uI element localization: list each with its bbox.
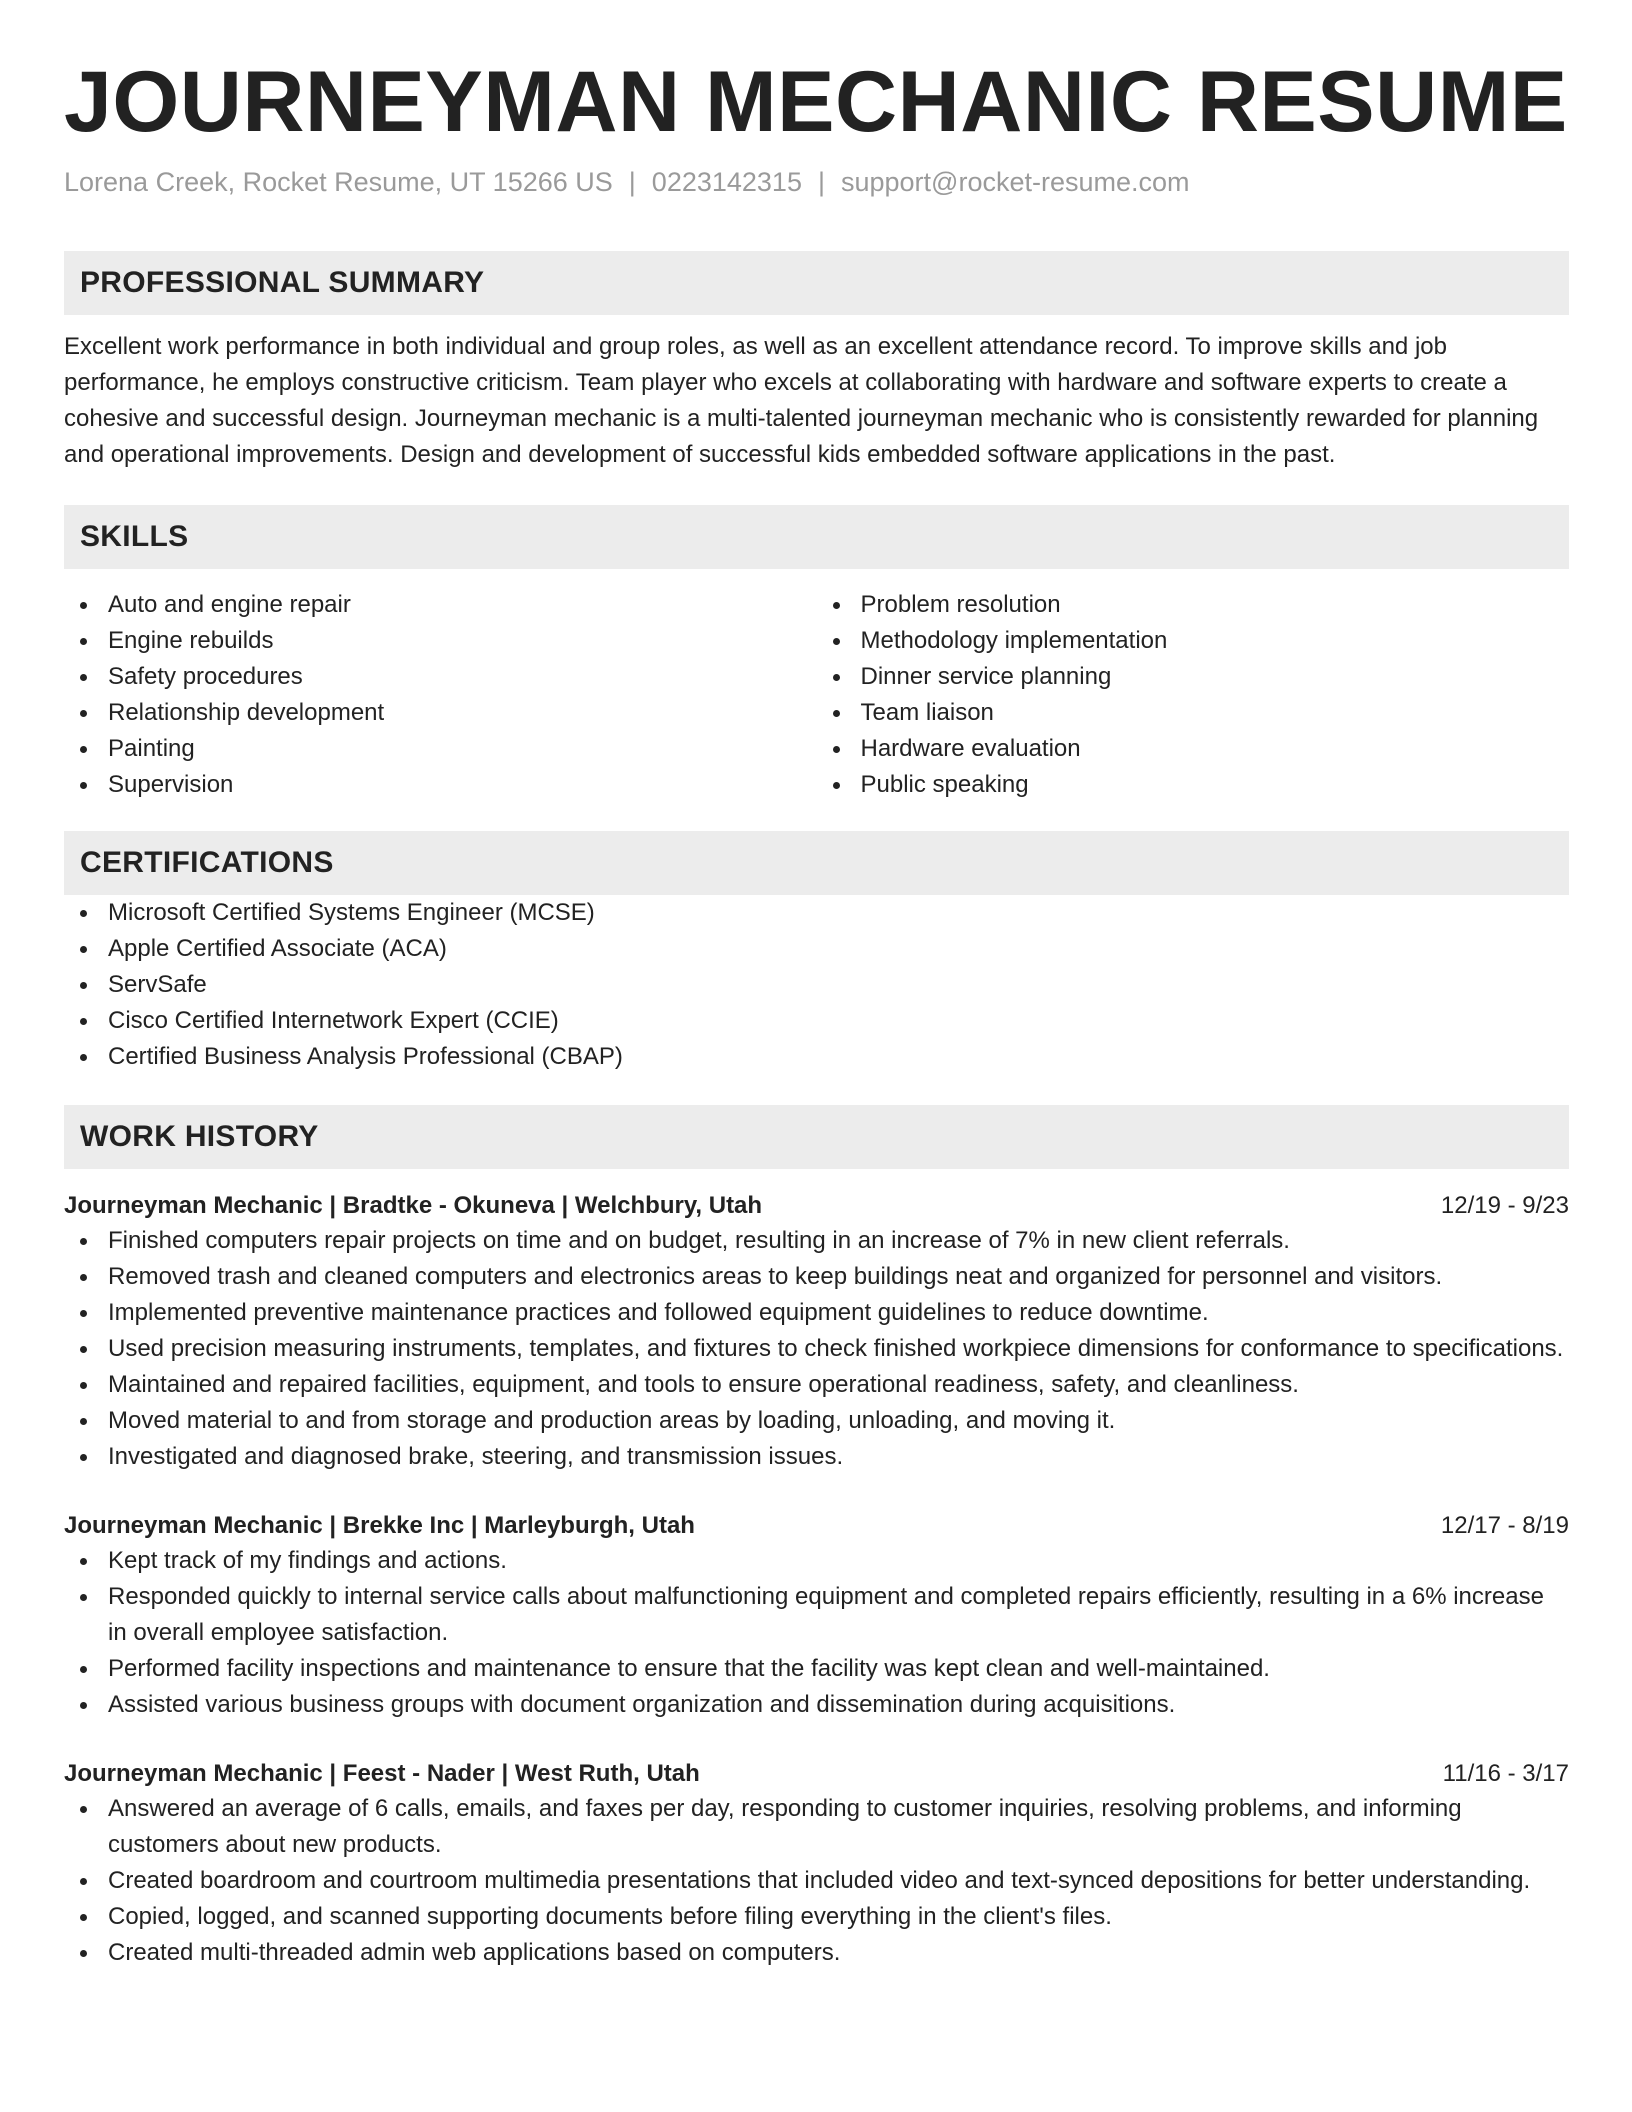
job-bullet: Responded quickly to internal service calls about malfunctioning equipment and completed repairs efficiently, resulting in a 6% increase in overall employee satisfaction. (64, 1579, 1569, 1651)
section-heading-skills: SKILLS (64, 505, 1569, 569)
job-header (64, 1509, 1569, 1543)
contact-line (64, 164, 1569, 200)
skill-item: Hardware evaluation (817, 731, 1570, 767)
job-bullet: Removed trash and cleaned computers and electronics areas to keep buildings neat and organized for personnel and visitors. (64, 1259, 1569, 1295)
job-header (64, 1757, 1569, 1791)
job-dates: 11/16 - 3/17 (1442, 1760, 1569, 1787)
summary-text: Excellent work performance in both individual and group roles, as well as an excellent attendance record. To improve skills and job performance, he employs constructive criticism. Team player who excels at collaborating with hardware and software experts to create a cohesive and successful design. Journeyman mechanic is a multi-talented journeyman mechanic who is consistently rewarded for planning and operational improvements. Design and development of successful kids embedded software applications in the past. (64, 333, 1539, 468)
job-bullet: Used precision measuring instruments, templates, and fixtures to check finished workpiece dimensions for conformance to specifications. (64, 1331, 1569, 1367)
skills-list-left (64, 587, 817, 803)
skill-item: Safety procedures (64, 659, 817, 695)
job-bullet: Created boardroom and courtroom multimedia presentations that included video and text-synced depositions for better understanding. (64, 1863, 1569, 1899)
job-title: Journeyman Mechanic | Bradtke - Okuneva | Welchbury, Utah (64, 1192, 763, 1219)
job-dates: 12/17 - 8/19 (1440, 1512, 1569, 1539)
job-bullet: Implemented preventive maintenance practices and followed equipment guidelines to reduce downtime. (64, 1295, 1569, 1331)
skill-item: Public speaking (817, 767, 1570, 803)
section-heading-summary: PROFESSIONAL SUMMARY (64, 251, 1569, 315)
skill-item: Supervision (64, 767, 817, 803)
skill-item: Engine rebuilds (64, 623, 817, 659)
job-bullet: Investigated and diagnosed brake, steering, and transmission issues. (64, 1439, 1569, 1475)
job-bullet: Maintained and repaired facilities, equipment, and tools to ensure operational readiness, safety, and cleanliness. (64, 1367, 1569, 1403)
skill-item: Painting (64, 731, 817, 767)
certification-item: Apple Certified Associate (ACA) (64, 931, 1569, 967)
skill-item: Dinner service planning (817, 659, 1570, 695)
resume-title: JOURNEYMAN MECHANIC RESUME (64, 54, 1568, 150)
job-header (64, 1189, 1569, 1223)
certification-item: ServSafe (64, 967, 1569, 1003)
contact-email: support@rocket-resume.com (840, 167, 1190, 197)
skills-columns (64, 587, 1569, 803)
job-bullet: Created multi-threaded admin web applications based on computers. (64, 1935, 1569, 1971)
job-title: Journeyman Mechanic | Feest - Nader | West Ruth, Utah (64, 1760, 700, 1787)
job-dates: 12/19 - 9/23 (1440, 1192, 1569, 1219)
job-entry (64, 1509, 1569, 1723)
job-bullet: Kept track of my findings and actions. (64, 1543, 1569, 1579)
job-bullet: Answered an average of 6 calls, emails, and faxes per day, responding to customer inquiries, resolving problems, and informing customers about new products. (64, 1791, 1569, 1863)
contact-address: Lorena Creek, Rocket Resume, UT 15266 US (64, 167, 613, 197)
job-bullet: Finished computers repair projects on time and on budget, resulting in an increase of 7% in new client referrals. (64, 1223, 1569, 1259)
job-bullet: Assisted various business groups with document organization and dissemination during acquisitions. (64, 1687, 1569, 1723)
contact-phone: 0223142315 (651, 167, 802, 197)
job-bullets (64, 1791, 1569, 1971)
job-bullets (64, 1543, 1569, 1723)
certification-item: Certified Business Analysis Professional (CBAP) (64, 1039, 1569, 1075)
job-bullet: Copied, logged, and scanned supporting documents before filing everything in the client's files. (64, 1899, 1569, 1935)
job-bullet: Moved material to and from storage and production areas by loading, unloading, and moving it. (64, 1403, 1569, 1439)
job-entry (64, 1189, 1569, 1475)
contact-separator: | (817, 167, 825, 197)
skill-item: Auto and engine repair (64, 587, 817, 623)
skill-item: Methodology implementation (817, 623, 1570, 659)
certification-item: Microsoft Certified Systems Engineer (MCSE) (64, 895, 1569, 931)
job-bullet: Performed facility inspections and maintenance to ensure that the facility was kept clean and well-maintained. (64, 1651, 1569, 1687)
skill-item: Problem resolution (817, 587, 1570, 623)
skills-list-right (817, 587, 1570, 803)
certification-item: Cisco Certified Internetwork Expert (CCIE) (64, 1003, 1569, 1039)
section-heading-certifications: CERTIFICATIONS (64, 831, 1569, 895)
skill-item: Relationship development (64, 695, 817, 731)
job-bullets (64, 1223, 1569, 1475)
certifications-list (64, 895, 1569, 1075)
skill-item: Team liaison (817, 695, 1570, 731)
contact-separator: | (628, 167, 636, 197)
section-heading-work-history: WORK HISTORY (64, 1105, 1569, 1169)
job-entry (64, 1757, 1569, 1971)
job-title: Journeyman Mechanic | Brekke Inc | Marleyburgh, Utah (64, 1512, 695, 1539)
